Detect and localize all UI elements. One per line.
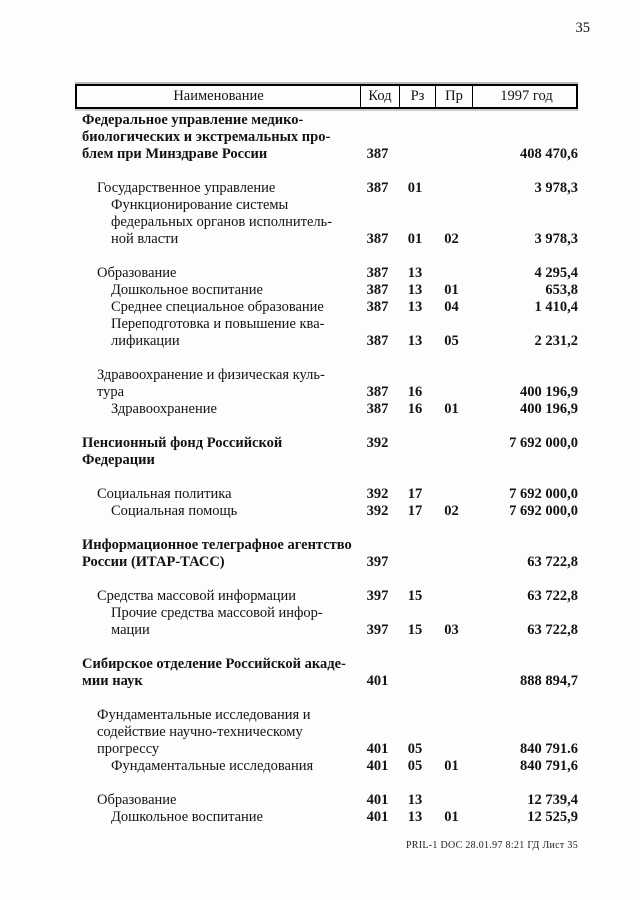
column-header-pr: Пр [435, 86, 472, 107]
row-name-line: Пенсионный фонд Российской [82, 435, 283, 451]
row-name-line: мии наук [82, 673, 143, 689]
table-row [75, 435, 578, 469]
row-name-line: Фундаментальные исследования [111, 758, 314, 774]
row-kod: 387 [366, 401, 389, 417]
row-kod: 401 [366, 792, 389, 808]
table-row [75, 503, 578, 520]
row-name [75, 112, 358, 163]
table-row [75, 588, 578, 605]
row-name [75, 656, 358, 690]
table-block [75, 656, 578, 690]
row-pr: 02 [444, 231, 459, 247]
row-kod: 401 [366, 758, 389, 774]
row-value-1997: 840 791.6 [520, 741, 578, 757]
row-rz: 01 [407, 231, 423, 247]
row-name [75, 282, 358, 299]
row-kod: 387 [366, 333, 389, 349]
column-header-kod: Код [360, 86, 399, 107]
table-block [75, 265, 578, 350]
row-name [75, 401, 358, 418]
table-block [75, 367, 578, 418]
row-value-1997: 7 692 000,0 [509, 435, 578, 451]
row-pr: 03 [444, 622, 459, 638]
row-name [75, 588, 358, 605]
table-row [75, 486, 578, 503]
row-name [75, 299, 358, 316]
row-name-line: лификации [111, 333, 180, 349]
row-value-1997: 3 978,3 [534, 231, 578, 247]
row-rz: 16 [407, 384, 423, 400]
row-name-line: России (ИТАР-ТАСС) [82, 554, 225, 570]
row-name-line: федеральных органов исполнитель- [111, 214, 333, 230]
table-block [75, 112, 578, 163]
row-name [75, 367, 358, 401]
row-name-line: Здравоохранение и физическая куль- [97, 367, 325, 383]
document-footer: PRIL-1 DOC 28.01.97 8:21 ГД Лист 35 [405, 840, 578, 851]
table-row [75, 401, 578, 418]
row-name [75, 197, 358, 248]
row-kod: 387 [366, 384, 389, 400]
row-kod: 387 [366, 282, 389, 298]
row-name [75, 316, 358, 350]
table-row [75, 112, 578, 163]
table-row [75, 180, 578, 197]
row-rz: 15 [407, 588, 423, 604]
row-kod: 392 [366, 435, 389, 451]
table-row [75, 809, 578, 826]
row-value-1997: 408 470,6 [520, 146, 578, 162]
table-row [75, 316, 578, 350]
row-value-1997: 400 196,9 [520, 384, 578, 400]
row-value-1997: 4 295,4 [534, 265, 578, 281]
row-value-1997: 7 692 000,0 [509, 503, 578, 519]
row-name-line: Федерации [82, 452, 155, 468]
table-block [75, 707, 578, 775]
row-name-line: Функционирование системы [111, 197, 289, 213]
row-rz: 13 [407, 809, 423, 825]
row-rz: 13 [407, 299, 423, 315]
row-name [75, 435, 358, 469]
table-row [75, 537, 578, 571]
table-row [75, 656, 578, 690]
row-kod: 387 [366, 265, 389, 281]
row-name [75, 758, 358, 775]
row-kod: 387 [366, 146, 389, 162]
row-pr: 05 [444, 333, 459, 349]
row-value-1997: 888 894,7 [520, 673, 578, 689]
page-number: 35 [575, 20, 590, 36]
row-value-1997: 1 410,4 [534, 299, 578, 315]
row-kod: 401 [366, 673, 389, 689]
row-name-line: Государственное управление [97, 180, 276, 196]
budget-table-body [75, 112, 578, 826]
row-value-1997: 2 231,2 [534, 333, 578, 349]
row-value-1997: 12 739,4 [527, 792, 578, 808]
row-name-line: Прочие средства массовой инфор- [111, 605, 323, 621]
table-row [75, 197, 578, 248]
row-rz: 13 [407, 265, 423, 281]
row-value-1997: 63 722,8 [527, 588, 578, 604]
table-row [75, 367, 578, 401]
row-rz: 17 [407, 486, 423, 502]
column-header-year: 1997 год [472, 86, 580, 107]
table-row [75, 299, 578, 316]
row-name [75, 605, 358, 639]
row-value-1997: 3 978,3 [534, 180, 578, 196]
row-name-line: биологических и экстремальных про- [82, 129, 331, 145]
row-kod: 387 [366, 299, 389, 315]
row-rz: 05 [407, 741, 423, 757]
row-value-1997: 7 692 000,0 [509, 486, 578, 502]
row-pr: 04 [444, 299, 459, 315]
row-name-line: Социальная помощь [111, 503, 238, 519]
row-name-line: Образование [97, 792, 177, 808]
row-value-1997: 840 791,6 [520, 758, 578, 774]
row-name [75, 792, 358, 809]
row-name-line: Переподготовка и повышение ква- [111, 316, 325, 332]
column-header-rz: Рз [399, 86, 435, 107]
table-block [75, 180, 578, 248]
row-value-1997: 63 722,8 [527, 554, 578, 570]
row-kod: 397 [366, 588, 389, 604]
table-row [75, 758, 578, 775]
table-row [75, 707, 578, 758]
table-block [75, 792, 578, 826]
table-row [75, 282, 578, 299]
row-kod: 397 [366, 622, 389, 638]
row-kod: 401 [366, 741, 389, 757]
row-rz: 16 [407, 401, 423, 417]
row-name [75, 809, 358, 826]
row-rz: 15 [407, 622, 423, 638]
row-name-line: ной власти [111, 231, 179, 247]
row-value-1997: 653,8 [545, 282, 578, 298]
table-header [75, 84, 578, 109]
row-rz: 17 [407, 503, 423, 519]
row-name-line: Среднее специальное образование [111, 299, 324, 315]
table-row [75, 265, 578, 282]
row-name-line: Федеральное управление медико- [82, 112, 304, 128]
row-name-line: Дошкольное воспитание [111, 809, 263, 825]
row-name-line: блем при Минздраве России [82, 146, 268, 162]
row-kod: 392 [366, 503, 389, 519]
row-kod: 387 [366, 231, 389, 247]
row-name-line: Средства массовой информации [97, 588, 297, 604]
row-name [75, 265, 358, 282]
row-kod: 397 [366, 554, 389, 570]
row-value-1997: 400 196,9 [520, 401, 578, 417]
row-name [75, 486, 358, 503]
row-value-1997: 12 525,9 [527, 809, 578, 825]
row-pr: 01 [444, 758, 459, 774]
row-kod: 387 [366, 180, 389, 196]
row-pr: 02 [444, 503, 459, 519]
row-name [75, 180, 358, 197]
row-name-line: Дошкольное воспитание [111, 282, 263, 298]
row-name-line: Здравоохранение [111, 401, 217, 417]
column-header-name: Наименование [173, 88, 264, 104]
row-name [75, 503, 358, 520]
row-pr: 01 [444, 809, 459, 825]
row-name-line: Образование [97, 265, 177, 281]
row-name-line: мации [111, 622, 150, 638]
row-rz: 01 [407, 180, 423, 196]
table-block [75, 435, 578, 469]
table-block [75, 486, 578, 520]
row-pr: 01 [444, 282, 459, 298]
row-rz: 05 [407, 758, 423, 774]
row-name-line: Информационное телеграфное агентство [82, 537, 352, 553]
row-name-line: Фундаментальные исследования и [97, 707, 311, 723]
row-rz: 13 [407, 282, 423, 298]
row-name-line: содействие научно-техническому [97, 724, 303, 740]
table-row [75, 605, 578, 639]
table-block [75, 537, 578, 571]
row-kod: 401 [366, 809, 389, 825]
row-name-line: Сибирское отделение Российской акаде- [82, 656, 346, 672]
row-pr: 01 [444, 401, 459, 417]
row-name-line: Социальная политика [97, 486, 232, 502]
table-row [75, 792, 578, 809]
row-value-1997: 63 722,8 [527, 622, 578, 638]
row-name-line: тура [97, 384, 125, 400]
row-name [75, 537, 358, 571]
row-name-line: прогрессу [97, 741, 160, 757]
row-name [75, 707, 358, 758]
row-rz: 13 [407, 792, 423, 808]
row-kod: 392 [366, 486, 389, 502]
row-rz: 13 [407, 333, 423, 349]
table-block [75, 588, 578, 639]
